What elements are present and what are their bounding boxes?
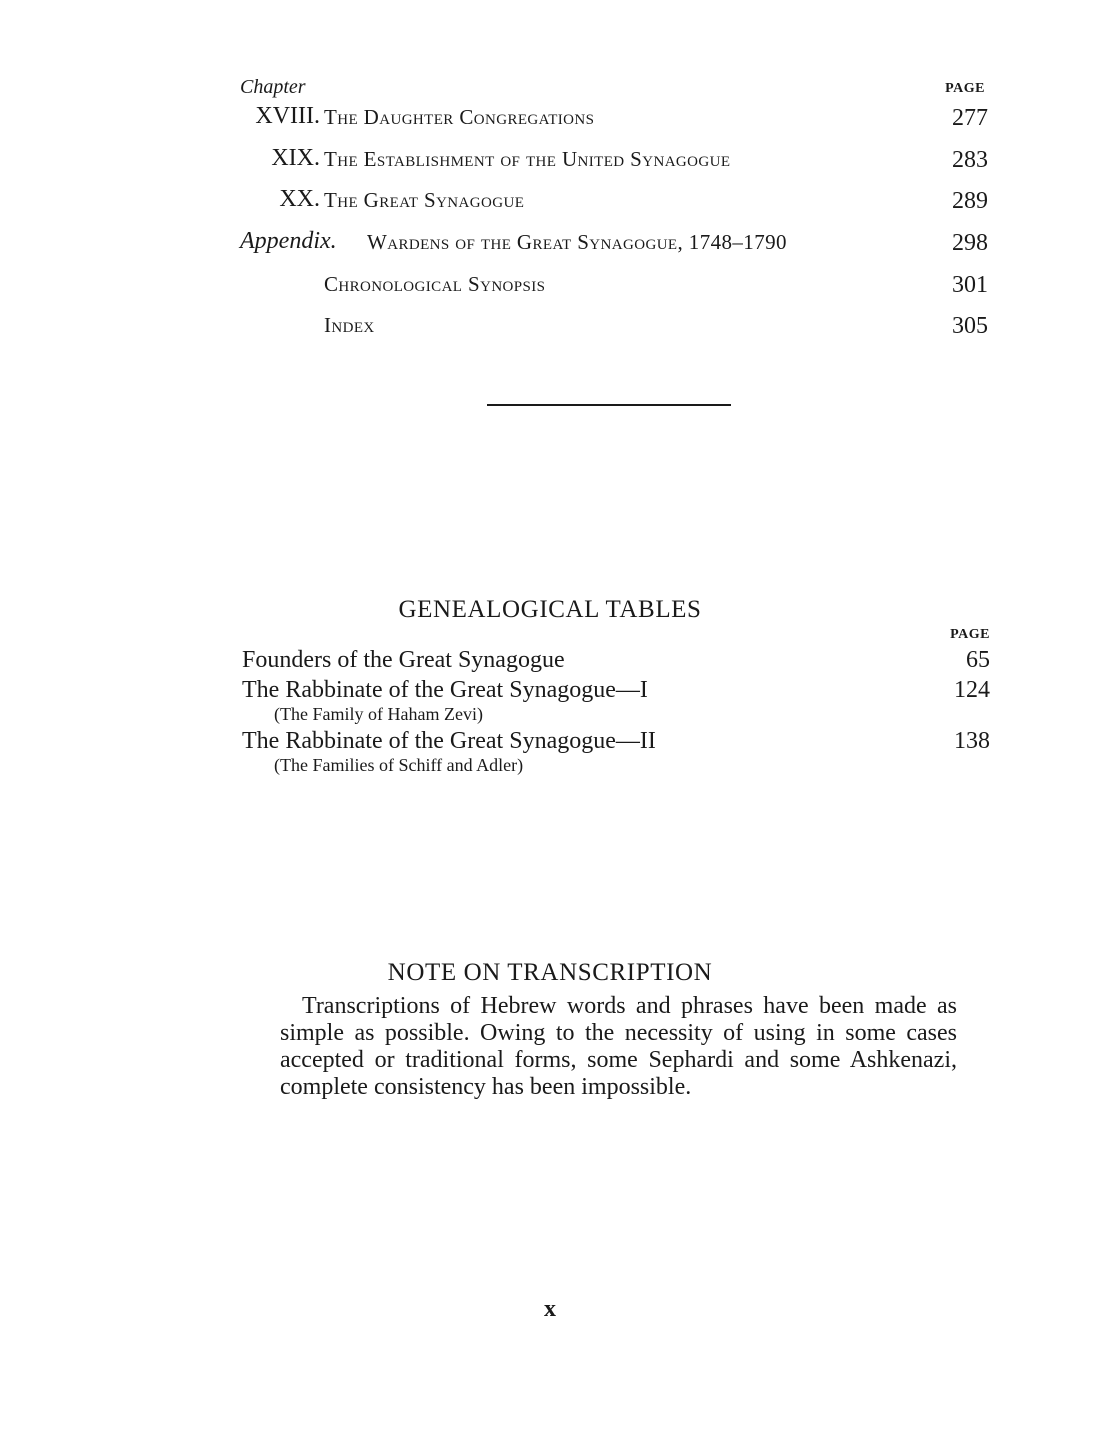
toc-entry-page: 277 xyxy=(952,105,988,131)
toc-entry-page: 305 xyxy=(952,313,988,339)
toc-entry-title: The Daughter Congregations xyxy=(324,105,595,129)
toc-entry-page: 283 xyxy=(952,147,988,173)
toc-entry-number: XX. xyxy=(279,186,320,212)
page-column-label: PAGE xyxy=(945,81,985,96)
genealogical-table-page: 138 xyxy=(954,728,990,754)
chapter-column-label: Chapter xyxy=(240,76,306,98)
note-heading: NOTE ON TRANSCRIPTION xyxy=(387,959,713,986)
toc-entry xyxy=(240,228,988,262)
genealogical-tables-heading: GENEALOGICAL TABLES xyxy=(398,596,702,623)
note-body: Transcriptions of Hebrew words and phrases have been made as simple as possible. Owing to the necessity of using in some cases accepted or traditional forms, some Sephardi and some Ashkenazi, complete consistency has been impossible. xyxy=(280,993,957,1100)
section-divider xyxy=(487,404,731,406)
genealogical-table-entry xyxy=(242,727,990,775)
genealogical-table-title: The Rabbinate of the Great Synagogue—I xyxy=(242,677,648,703)
toc-entry-number: XVIII. xyxy=(255,103,320,129)
toc-entry-page: 298 xyxy=(952,230,988,256)
page-number: x xyxy=(544,1296,556,1322)
genealogical-table-page: 124 xyxy=(954,677,990,703)
toc-entry-title: Wardens of the Great Synagogue, 1748–1790 xyxy=(367,230,787,254)
genealogical-table-entry xyxy=(242,676,990,724)
genealogical-page-column-label: PAGE xyxy=(950,627,990,642)
toc-entry xyxy=(240,270,988,304)
toc-entry xyxy=(240,145,988,179)
toc-entry-number: XIX. xyxy=(271,145,320,171)
genealogical-table-page: 65 xyxy=(966,647,990,673)
toc-entry-title: Chronological Synopsis xyxy=(324,272,546,296)
genealogical-table-title: Founders of the Great Synagogue xyxy=(242,647,565,673)
genealogical-table-entry xyxy=(242,646,990,674)
toc-entry-number: Appendix. xyxy=(240,228,337,254)
toc-entry-page: 301 xyxy=(952,272,988,298)
toc-entry-title: The Great Synagogue xyxy=(324,188,525,212)
toc-entry xyxy=(240,103,988,137)
genealogical-table-subtitle: (The Family of Haham Zevi) xyxy=(274,704,483,724)
toc-entry xyxy=(240,186,988,220)
toc-entry-title: Index xyxy=(324,313,375,337)
toc-entry-page: 289 xyxy=(952,188,988,214)
toc-entry xyxy=(240,311,988,345)
genealogical-table-title: The Rabbinate of the Great Synagogue—II xyxy=(242,728,656,754)
genealogical-table-subtitle: (The Families of Schiff and Adler) xyxy=(274,755,524,775)
toc-entry-title: The Establishment of the United Synagogue xyxy=(324,147,731,171)
